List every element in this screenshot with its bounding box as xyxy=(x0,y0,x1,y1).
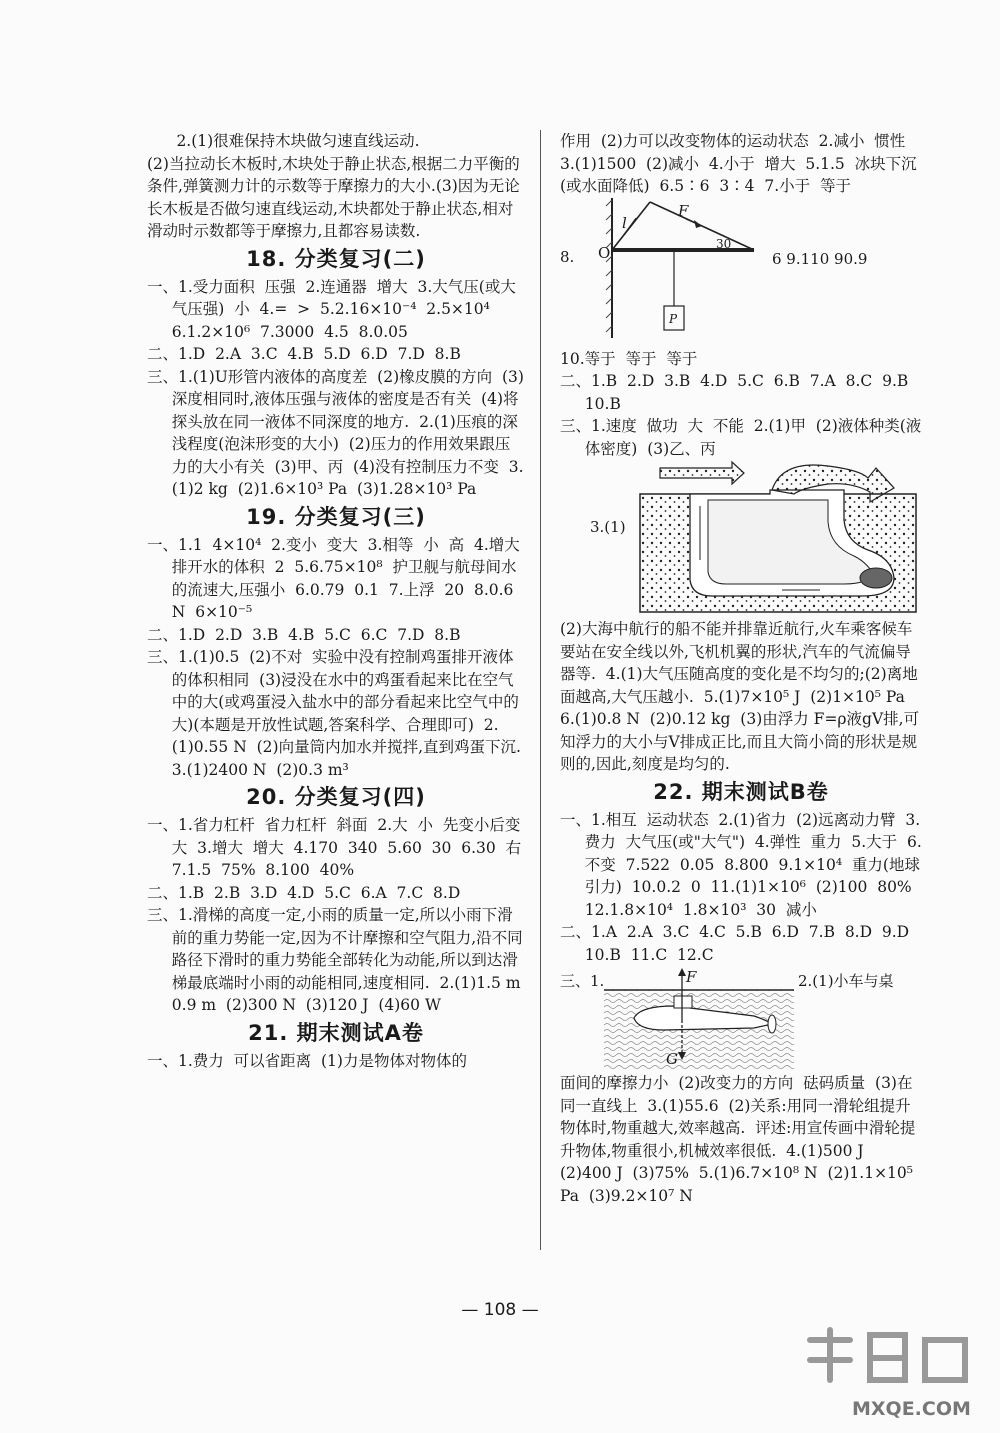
answer-paragraph: 作用 (2)力可以改变物体的运动状态 2.减小 惯性 3.(1)1500 (2)减小 4.小于 增大 5.1.5 冰块下沉(或水面降低) 6.5∶6 3∶4 7.小于 等于 xyxy=(560,132,917,195)
answer-paragraph: (2)大海中航行的船不能并排靠近航行,火车乘客候车要站在安全线以外,飞机机翼的形状,汽车的气流偏导器等. 4.(1)大气压随高度的变化是不均匀的;(2)离地面越高,大气压越小. 5.(1)7×10⁵ J (2)1×10⁵ Pa 6.(1)0.8 N (2)0.12 kg (3)由浮力 F=ρ液gV排,可知浮力的大小与V排成正比,而且大筒小筒的形状是规则的,因此,刻度是均匀的. xyxy=(560,620,920,773)
section-title-21: 21. 期末测试A卷 xyxy=(248,1020,424,1045)
answer-paragraph: 三、1.速度 做功 大 不能 2.(1)甲 (2)液体种类(液体密度) (3)乙、丙 xyxy=(560,417,922,458)
watermark-icon xyxy=(790,1320,995,1400)
force-label: F xyxy=(678,201,689,220)
answer-text: 2.(1)小车与桌 xyxy=(798,972,894,990)
answer-paragraph: 三、1.滑梯的高度一定,小雨的质量一定,所以小雨下滑前的重力势能一定,因为不计摩擦和空气阻力,沿不同路径下滑时的重力势能全部转化为动能,所以到达滑梯最底端时小雨的动能相同,速度相同. 2.(1)1.5 m 0.9 m (2)300 N (3)120 J (4)60 W xyxy=(147,906,531,1014)
answer-paragraph: 三、1.(1)0.5 (2)不对 实验中没有控制鸡蛋排开液体的体积相同 (3)浸没在水中的鸡蛋看起来比在空气中的大(或鸡蛋浸入盐水中的部分看起来比空气中的大)(本题是开放性试题,答案科学、合理即可) 2.(1)0.55 N (2)向量筒内加水并搅拌,直到鸡蛋下沉. 3.(1)2400 N (2)0.3 m³ xyxy=(147,648,531,779)
right-column xyxy=(560,130,922,1207)
watermark-logo xyxy=(790,1320,995,1425)
answer-paragraph: 二、1.D 2.A 3.C 4.B 5.D 6.D 7.D 8.B xyxy=(147,345,461,363)
answer-paragraph: 面间的摩擦力小 (2)改变力的方向 砝码质量 (3)在同一直线上 3.(1)55.6 (2)关系:用同一滑轮组提升物体时,物重越大,效率越高. 评述:用宣传画中滑轮提升物体,物重很小,机械效率很低. 4.(1)500 J (2)400 J (3)75% 5.(1)6.7×10⁸ N (2)1.1×10⁵ Pa (3)9.2×10⁷ N xyxy=(560,1074,918,1205)
question-number: 8. xyxy=(560,247,575,266)
answer-paragraph: (2)当拉动长木板时,木块处于静止状态,根据二力平衡的条件,弹簧测力计的示数等于摩擦力的大小.(3)因为无论长木板是否做匀速直线运动,木块都处于静止状态,相对滑动时示数都等于摩擦力,且都容易读数. xyxy=(147,154,520,240)
arm-label: l xyxy=(622,213,627,232)
answer-paragraph: 二、1.D 2.D 3.B 4.B 5.C 6.C 7.D 8.B xyxy=(147,625,461,644)
answer-paragraph: 二、1.A 2.A 3.C 4.C 5.B 6.D 7.B 8.D 9.D 10.B 11.C 12.C xyxy=(560,923,919,964)
airflow-diagram xyxy=(560,460,922,618)
answer-paragraph: 10.等于 等于 等于 xyxy=(560,349,698,368)
buoyancy-label: F xyxy=(686,968,697,986)
answer-paragraph: 2.(1)很难保持木块做匀速直线运动. xyxy=(176,132,420,150)
question-number: 3.(1) xyxy=(590,518,626,536)
left-column xyxy=(147,130,531,1072)
column-divider xyxy=(540,130,541,1250)
answer-paragraph: 一、1.费力 可以省距离 (1)力是物体对物体的 xyxy=(147,1051,467,1070)
answer-paragraph: 一、1.省力杠杆 省力杠杆 斜面 2.大 小 先变小后变大 3.增大 增大 4.170 340 5.60 30 6.30 右 7.1.5 75% 8.100 40% xyxy=(147,816,531,879)
question-number: 三、1. xyxy=(560,972,605,990)
watermark-text: MXQE.COM xyxy=(852,1398,971,1420)
pivot-label: O xyxy=(598,243,611,262)
gravity-label: G xyxy=(666,1050,678,1068)
answer-paragraph: 一、1.相互 运动状态 2.(1)省力 (2)远离动力臂 3.费力 大气压(或"大气") 4.弹性 重力 5.大于 6.不变 7.522 0.05 8.800 9.1×10⁴ 重力(地球引力) 10.0.2 0 11.(1)1×10⁶ (2)100 80% 12.1.8×10⁴ 1.8×10³ 30 减小 xyxy=(560,810,922,919)
answer-paragraph: 三、1.(1)U形管内液体的高度差 (2)橡皮膜的方向 (3)深度相同时,液体压强与液体的密度是否有关 (4)将探头放在同一液体不同深度的地方. 2.(1)压痕的深浅程度(泡沫形变的大小) (2)压力的作用效果跟压力的大小有关 (3)甲、丙 (4)没有控制压力不变 3.(1)2 kg (2)1.6×10³ Pa (3)1.28×10³ Pa xyxy=(147,367,524,498)
answer-text: 6 9.110 90.9 xyxy=(772,249,868,268)
section-title-22: 22. 期末测试B卷 xyxy=(653,779,829,804)
section-title-20: 20. 分类复习(四) xyxy=(246,785,426,809)
page-number: — 108 — xyxy=(461,1300,539,1320)
answer-paragraph: 二、1.B 2.D 3.B 4.D 5.C 6.B 7.A 8.C 9.B 10.B xyxy=(560,372,919,413)
section-title-19: 19. 分类复习(三) xyxy=(246,504,426,529)
airflow-drawing xyxy=(632,460,922,616)
lever-diagram xyxy=(560,198,922,348)
section-title-18: 18. 分类复习(二) xyxy=(246,246,426,271)
answer-paragraph: 一、1.受力面积 压强 2.连通器 增大 3.大气压(或大气压强) 小 4.= > 5.2.16×10⁻⁴ 2.5×10⁴ 6.1.2×10⁶ 7.3000 4.5 8.0.05 xyxy=(147,277,516,341)
answer-paragraph: 一、1.1 4×10⁴ 2.变小 变大 3.相等 小 高 4.增大排开水的体积 2 5.6.75×10⁸ 护卫舰与航母间水的流速大,压强小 6.0.79 0.1 7.上浮 20 8.0.6 N 6×10⁻⁵ xyxy=(147,535,520,621)
submarine-drawing xyxy=(604,968,794,1072)
answer-paragraph: 二、1.B 2.B 3.D 4.D 5.C 6.A 7.C 8.D xyxy=(147,883,461,902)
angle-label: 30 xyxy=(716,236,732,251)
weight-label: P xyxy=(669,311,678,326)
submarine-diagram xyxy=(560,966,922,1072)
